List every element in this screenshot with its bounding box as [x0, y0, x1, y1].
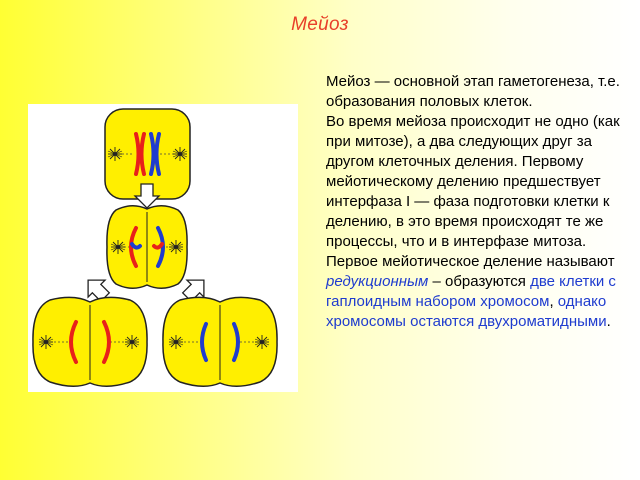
meiosis-diagram	[28, 104, 298, 392]
meiosis-diagram-svg	[28, 104, 298, 392]
description-text	[326, 72, 622, 332]
paragraph-definition: Мейоз — основной этап гаметогенеза, т.е. образования половых клеток.	[326, 73, 620, 110]
paragraph-text: Первое мейотическое деление называют	[326, 253, 615, 270]
slide-title: Мейоз	[291, 14, 349, 35]
paragraph-text: – образуются	[428, 273, 531, 290]
term-reduction: редукционным	[326, 273, 429, 290]
centrosome-icon	[173, 147, 187, 161]
centrosome-icon	[108, 147, 122, 161]
centrosome-icon	[169, 240, 183, 254]
cell-second-division-left	[33, 297, 147, 386]
centrosome-icon	[111, 240, 125, 254]
highlight-bichromatid: однако хромосомы остаются двухроматидными	[326, 293, 607, 330]
paragraph-text: ,	[549, 293, 558, 310]
paragraph-text: .	[606, 313, 611, 330]
highlight-haploid: две клетки с гаплоидным набором хромосом	[326, 273, 616, 310]
centrosome-icon	[125, 335, 139, 349]
cell-second-division-right	[163, 297, 277, 386]
centrosome-icon	[169, 335, 183, 349]
cell-anaphase	[107, 206, 187, 289]
paragraph-reduction-division	[326, 252, 622, 332]
paragraph-two-divisions: Во время мейоза происходит не одно (как при митозе), а два следующих друг за другом клеточных деления. Первому мейотическому делению предшествует интерфаза I — фаза подготовки клетки к делению, в это время происходят те же процессы, что и в интерфазе митоза.	[326, 113, 620, 250]
centrosome-icon	[255, 335, 269, 349]
centrosome-icon	[39, 335, 53, 349]
